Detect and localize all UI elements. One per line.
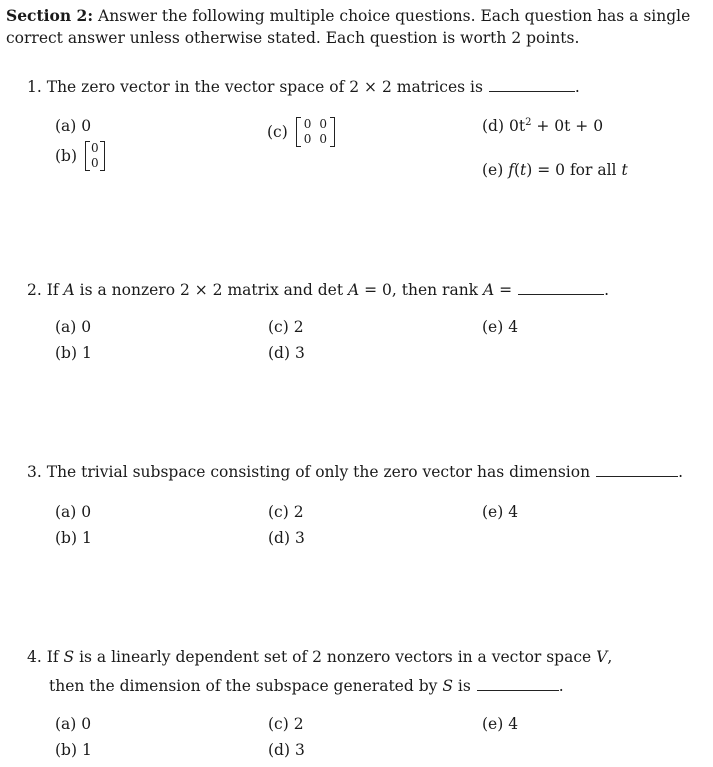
answer-blank — [477, 689, 559, 691]
question-2: 2. If A is a nonzero 2 × 2 matrix and det A = 0, then rank A = . — [27, 281, 610, 299]
question-3-text: The trivial subspace consisting of only the zero vector has dimension — [46, 463, 591, 481]
q1-option-a: (a) 0 — [55, 117, 92, 135]
q4-option-c: (c) 2 — [268, 715, 304, 733]
question-1-number: 1. — [27, 78, 42, 96]
question-4: 4. If S is a linearly dependent set of 2 nonzero vectors in a vector space V, — [27, 648, 613, 666]
q2-option-b: (b) 1 — [55, 344, 92, 362]
q3-option-d: (d) 3 — [268, 529, 305, 547]
zero-matrix: 0 0 0 0 — [296, 117, 335, 147]
q3-option-a: (a) 0 — [55, 503, 92, 521]
q4-option-b: (b) 1 — [55, 741, 92, 759]
q3-option-e: (e) 4 — [482, 503, 519, 521]
question-4-number: 4. — [27, 648, 42, 666]
question-3-number: 3. — [27, 463, 42, 481]
q4-option-e: (e) 4 — [482, 715, 519, 733]
q2-option-e: (e) 4 — [482, 318, 519, 336]
q4-option-a: (a) 0 — [55, 715, 92, 733]
section-label: Section 2: — [6, 6, 94, 25]
answer-blank — [518, 293, 604, 295]
q4-option-d: (d) 3 — [268, 741, 305, 759]
q1-option-c: (c) 0 0 0 0 — [267, 117, 335, 147]
question-4-line-2: then the dimension of the subspace generated by S is . — [49, 677, 564, 695]
q1-option-b: (b) 0 0 — [55, 141, 105, 171]
q2-option-d: (d) 3 — [268, 344, 305, 362]
q3-option-c: (c) 2 — [268, 503, 304, 521]
section-instructions: Answer the following multiple choice questions. Each question has a single correct answer unless otherwise stated. Each question is worth 2 points. — [6, 7, 691, 47]
question-3: 3. The trivial subspace consisting of only the zero vector has dimension . — [27, 463, 684, 481]
question-1: 1. The zero vector in the vector space of 2 × 2 matrices is . — [27, 78, 580, 96]
q2-option-a: (a) 0 — [55, 318, 92, 336]
column-vector: 0 0 — [85, 141, 105, 171]
answer-blank — [596, 475, 678, 477]
q1-option-e: (e) f(t) = 0 for all t — [482, 161, 628, 179]
question-1-text: The zero vector in the vector space of 2 × 2 matrices is — [46, 78, 483, 96]
q2-option-c: (c) 2 — [268, 318, 304, 336]
q3-option-b: (b) 1 — [55, 529, 92, 547]
q1-option-d: (d) $0t^2 + 0t + 0$ — [482, 117, 604, 136]
question-2-number: 2. — [27, 281, 42, 299]
section-intro — [6, 5, 708, 49]
answer-blank — [489, 90, 575, 92]
